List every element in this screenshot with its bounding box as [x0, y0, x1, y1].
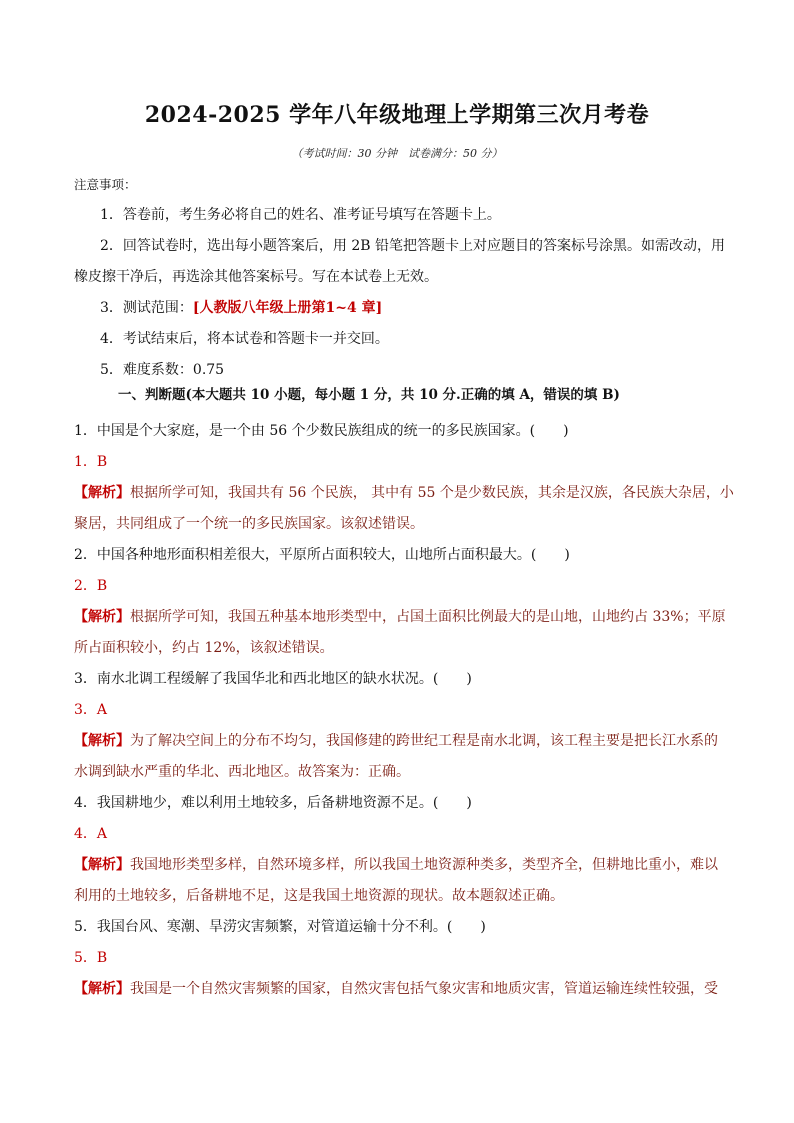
notice-item-4: 4．考试结束后，将本试卷和答题卡一并交回。: [100, 331, 389, 347]
answer-4: 4．A: [74, 826, 108, 842]
explanation-2-text: 根据所学可知，我国五种基本地形类型中，占国土面积比例最大的是山地，山地约占 33%；平原: [130, 609, 726, 625]
explanation-tag: 【解析】: [74, 981, 130, 997]
explanation-1-continued: 聚居，共同组成了一个统一的多民族国家。该叙述错误。: [74, 516, 424, 532]
question-4: 4．我国耕地少，难以利用土地较多，后备耕地资源不足。( ): [74, 795, 472, 811]
test-scope: [人教版八年级上册第1~4 章]: [192, 300, 383, 316]
explanation-4-text: 我国地形类型多样，自然环境多样，所以我国土地资源种类多，类型齐全，但耕地比重小，难以: [130, 857, 718, 873]
notice-item-5: 5．难度系数：0.75: [100, 362, 225, 378]
exam-subtitle: （考试时间：30 分钟 试卷满分：50 分）: [291, 147, 503, 160]
explanation-5: [74, 979, 724, 999]
explanation-1-text: 根据所学可知，我国共有 56 个民族， 其中有 55 个是少数民族，其余是汉族，各民族大杂居，小: [130, 485, 734, 501]
explanation-tag: 【解析】: [74, 733, 130, 749]
notice-item-2-continued: 橡皮擦干净后，再选涂其他答案标号。写在本试卷上无效。: [74, 269, 438, 285]
explanation-3-text: 为了解决空间上的分布不均匀，我国修建的跨世纪工程是南水北调，该工程主要是把长江水系的: [130, 733, 718, 749]
explanation-3-continued: 水调到缺水严重的华北、西北地区。故答案为：正确。: [74, 764, 410, 780]
explanation-4-continued: 利用的土地较多，后备耕地不足，这是我国土地资源的现状。故本题叙述正确。: [74, 888, 564, 904]
question-3: 3．南水北调工程缓解了我国华北和西北地区的缺水状况。( ): [74, 671, 472, 687]
answer-2: 2．B: [74, 578, 108, 594]
explanation-4: [74, 855, 724, 875]
notice-item-3: [100, 298, 750, 318]
notice-item-2: 2．回答试卷时，选出每小题答案后，用 2B 铅笔把答题卡上对应题目的答案标号涂黑。如需改动，用: [100, 238, 726, 254]
explanation-2-continued: 所占面积较小，约占 12%，该叙述错误。: [74, 640, 334, 656]
explanation-tag: 【解析】: [74, 857, 130, 873]
explanation-tag: 【解析】: [74, 609, 130, 625]
question-5: 5．我国台风、寒潮、旱涝灾害频繁，对管道运输十分不利。( ): [74, 919, 486, 935]
answer-1: 1．B: [74, 454, 108, 470]
section-heading: 一、判断题(本大题共 10 小题，每小题 1 分，共 10 分.正确的填 A，错误的填 B): [118, 387, 620, 403]
notice-item-1: 1．答卷前，考生务必将自己的姓名、准考证号填写在答题卡上。: [100, 207, 501, 223]
explanation-1: [74, 483, 734, 503]
answer-3: 3．A: [74, 702, 108, 718]
exam-title: 2024-2025 学年八年级地理上学期第三次月考卷: [144, 102, 650, 128]
explanation-2: [74, 607, 724, 627]
explanation-5-text: 我国是一个自然灾害频繁的国家，自然灾害包括气象灾害和地质灾害，管道运输连续性较强，受: [130, 981, 718, 997]
question-1: 1．中国是个大家庭，是一个由 56 个少数民族组成的统一的多民族国家。( ): [74, 423, 569, 439]
notice-heading: 注意事项：: [74, 177, 137, 192]
explanation-tag: 【解析】: [74, 485, 130, 501]
answer-5: 5．B: [74, 950, 108, 966]
notice-item-3-label: 3．测试范围：: [100, 300, 193, 316]
explanation-3: [74, 731, 724, 751]
question-2: 2．中国各种地形面积相差很大，平原所占面积较大，山地所占面积最大。( ): [74, 547, 570, 563]
